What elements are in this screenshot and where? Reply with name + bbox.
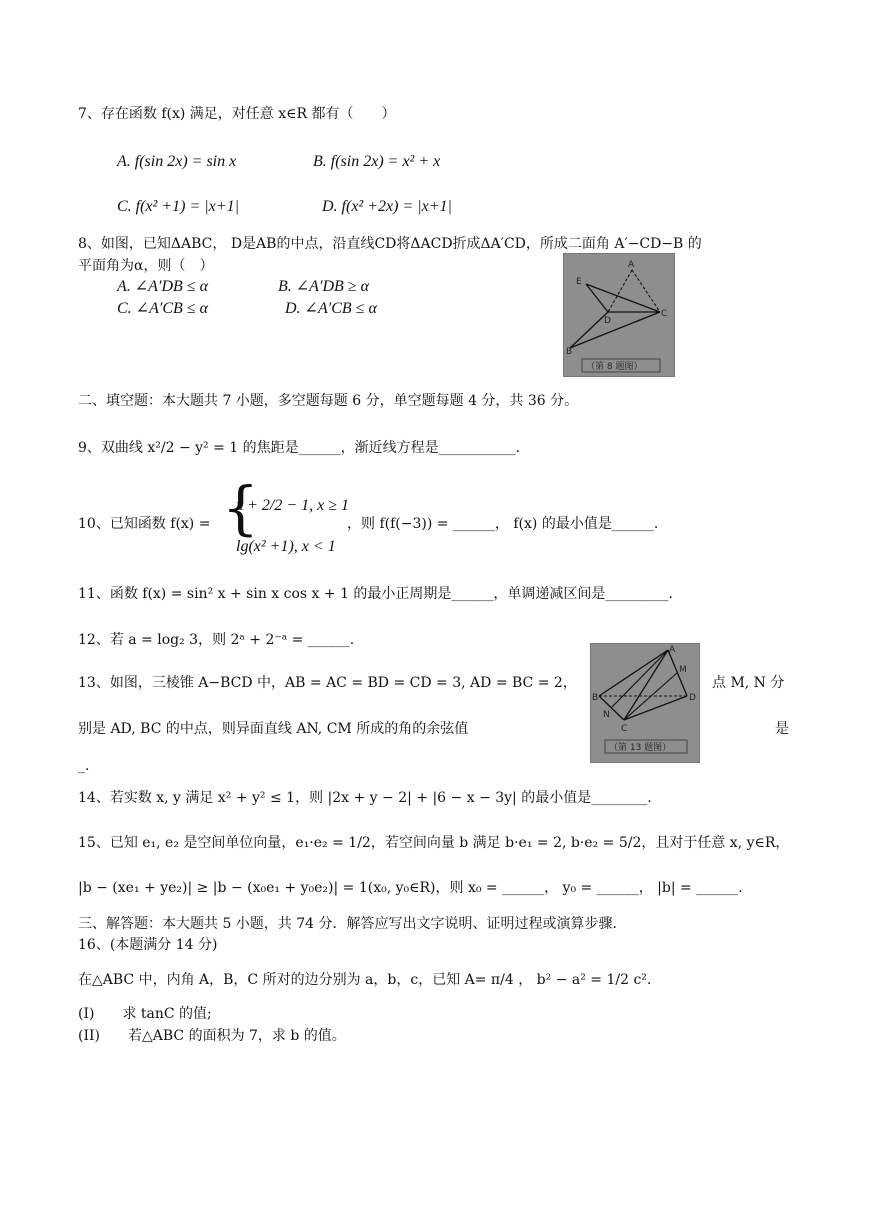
q8-option-c: C. ∠A′CB ≤ α xyxy=(117,300,208,317)
q13-label-c: C xyxy=(621,724,628,734)
q10-post: ，则 f(f(−3)) = ______， f(x) 的最小值是______. xyxy=(347,516,659,532)
q13-line2b: 是 xyxy=(775,721,789,737)
q13-label-n: N xyxy=(603,710,610,720)
q8-option-d: D. ∠A′CB ≤ α xyxy=(285,300,377,317)
q13-line3: _. xyxy=(78,758,90,774)
q8-label-c: C xyxy=(661,309,668,319)
q16-title: 16、(本题满分 14 分) xyxy=(78,937,218,953)
q13-label-d: D xyxy=(689,693,696,703)
q15-line1: 15、已知 e₁, e₂ 是空间单位向量，e₁·e₂ = 1/2，若空间向量 b 满足 b·e₁ = 2, b·e₂ = 5/2，且对于任意 x, y∈R， xyxy=(78,835,790,851)
q8-figure xyxy=(563,253,675,377)
q15-line2: |b − (xe₁ + ye₂)| ≥ |b − (x₀e₁ + y₀e₂)| = 1(x₀, y₀∈R)，则 x₀ = ______， y₀ = ______， |b| = ______. xyxy=(78,880,743,896)
section2-heading: 二、填空题：本大题共 7 小题，多空题每题 6 分，单空题每题 4 分，共 36 分。 xyxy=(78,393,579,409)
q10-brace: { xyxy=(222,474,259,542)
q8-option-a: A. ∠A′DB ≤ α xyxy=(117,278,208,295)
q8-label-a: A xyxy=(628,260,635,270)
q13-line1b: 点 M, N 分 xyxy=(712,675,785,691)
q8-stem-line2: 平面角为α，则（ ） xyxy=(78,258,214,274)
q8-label-d: D xyxy=(604,316,611,326)
q11-text: 11、函数 f(x) = sin² x + sin x cos x + 1 的最小正周期是______，单调递减区间是_________. xyxy=(78,586,673,602)
q16-part-i: (I) 求 tanC 的值; xyxy=(78,1006,212,1022)
q16-part-ii: (II) 若△ABC 的面积为 7，求 b 的值。 xyxy=(78,1028,346,1044)
q13-caption: （第 13 题图） xyxy=(609,743,672,753)
section3-heading: 三、解答题：本大题共 5 小题，共 74 分．解答应写出文字说明、证明过程或演算步骤． xyxy=(78,916,627,932)
q7-option-b: B. f(sin 2x) = x² + x xyxy=(313,153,441,170)
q10-case2: lg(x² +1), x < 1 xyxy=(236,538,336,555)
q7-option-c: C. f(x² +1) = |x+1| xyxy=(117,198,239,215)
q13-line2a: 别是 AD, BC 的中点，则异面直线 AN, CM 所成的角的余弦值 xyxy=(78,721,469,737)
q8-diagram xyxy=(564,254,674,376)
q13-label-b: B xyxy=(592,693,599,703)
q13-diagram xyxy=(591,644,699,762)
q8-stem-line1: 8、如图，已知ΔABC， D是AB的中点，沿直线CD将ΔACD折成ΔA′CD，所成二面角 A′−CD−B 的 xyxy=(78,236,702,252)
q13-label-m: M xyxy=(679,665,687,675)
q8-label-b: B xyxy=(566,347,573,357)
q7-stem: 7、存在函数 f(x) 满足，对任意 x∈R 都有（ ） xyxy=(78,106,396,122)
q13-figure xyxy=(590,643,700,763)
q10-case1: x + 2/2 − 1, x ≥ 1 xyxy=(236,497,350,514)
q12-text: 12、若 a = log₂ 3，则 2ᵃ + 2⁻ᵃ = ______. xyxy=(78,632,355,648)
q8-label-e: E xyxy=(576,277,582,287)
q16-stem: 在△ABC 中，内角 A，B，C 所对的边分别为 a，b，c，已知 A= π/4 ， b² − a² = 1/2 c². xyxy=(78,972,652,988)
q9-text: 9、双曲线 x²/2 − y² = 1 的焦距是______，渐近线方程是___________. xyxy=(78,440,521,456)
q8-option-b: B. ∠A′DB ≥ α xyxy=(278,278,369,295)
q7-option-a: A. f(sin 2x) = sin x xyxy=(117,153,237,170)
q10-pre: 10、已知函数 f(x) = xyxy=(78,516,211,532)
q14-text: 14、若实数 x, y 满足 x² + y² ≤ 1，则 |2x + y − 2| + |6 − x − 3y| 的最小值是________. xyxy=(78,790,652,806)
q7-option-d: D. f(x² +2x) = |x+1| xyxy=(322,198,452,215)
q8-caption: （第 8 题图） xyxy=(586,362,643,372)
q13-line1a: 13、如图，三棱锥 A−BCD 中，AB = AC = BD = CD = 3, AD = BC = 2， xyxy=(78,675,577,691)
q13-label-a: A xyxy=(669,645,676,655)
